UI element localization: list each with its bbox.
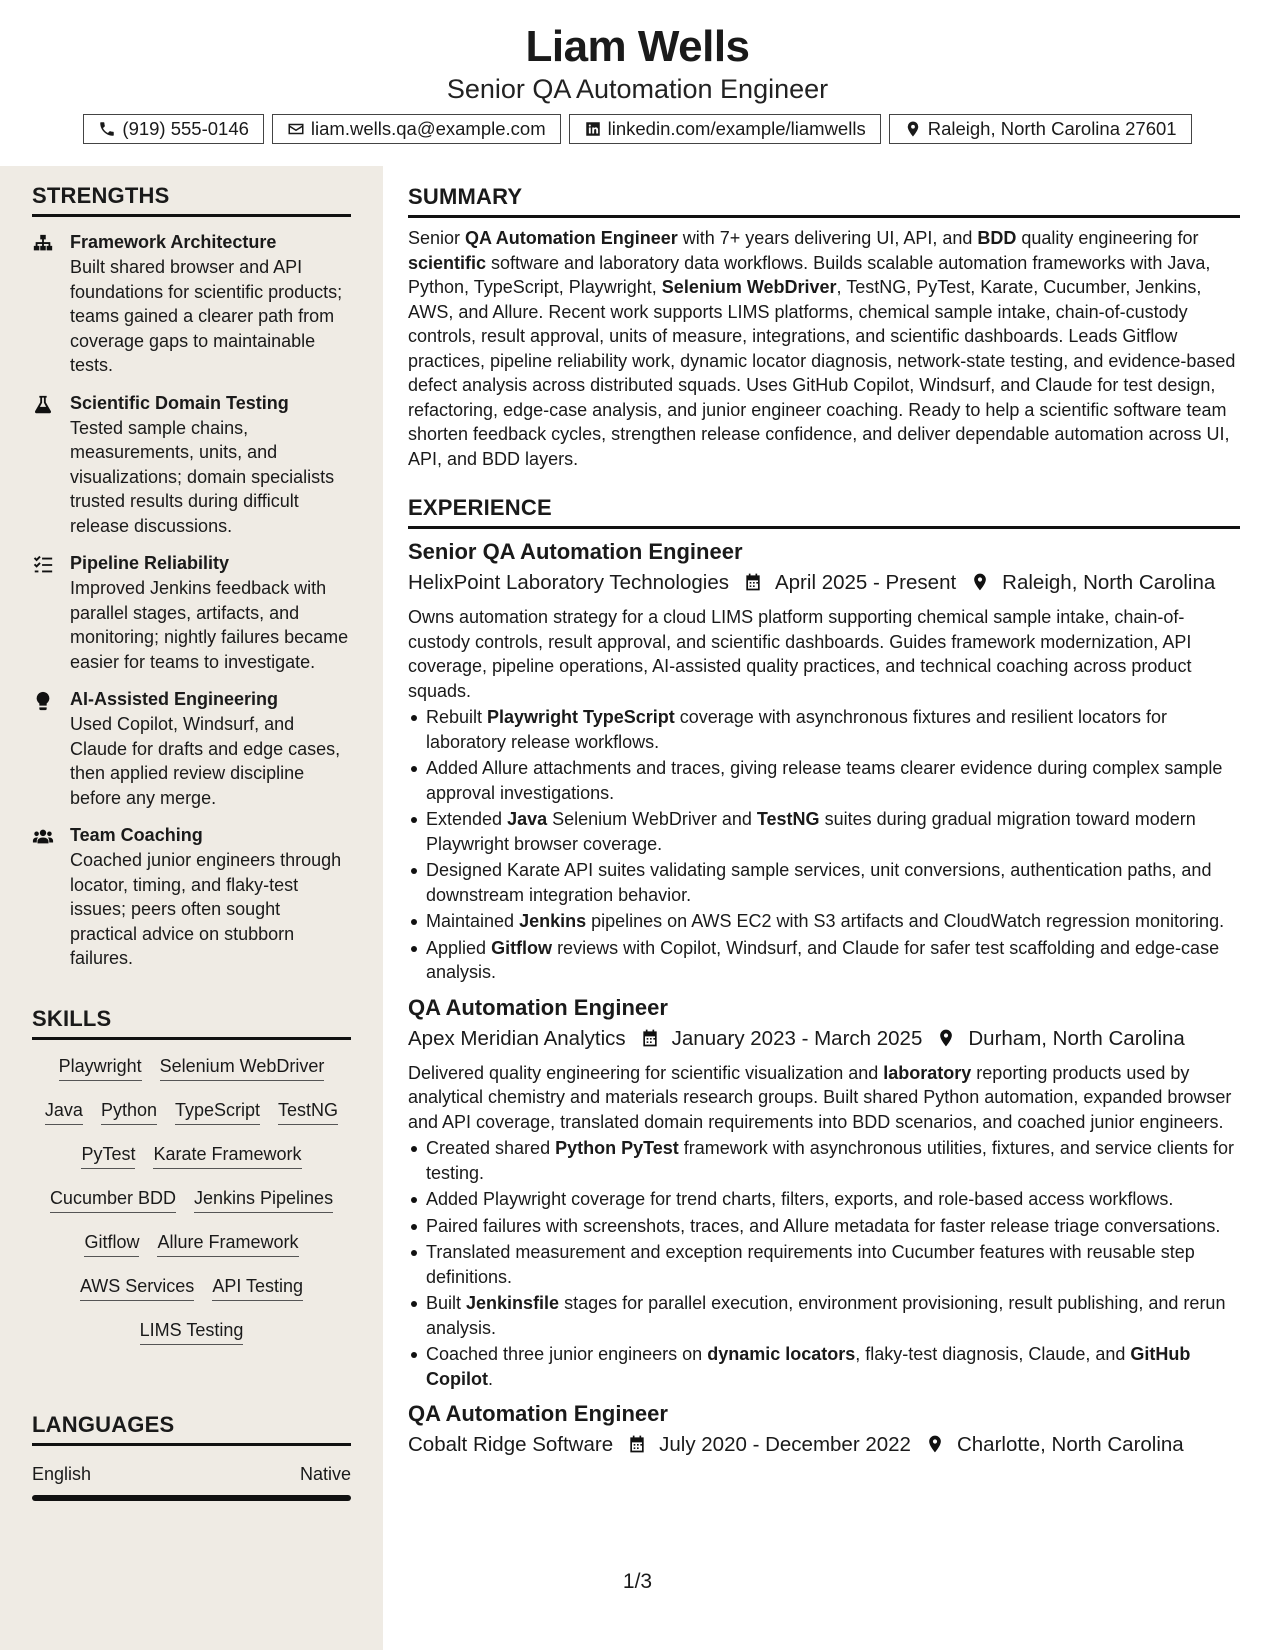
job-dates: January 2023 - March 2025	[671, 1026, 923, 1050]
bullet-text: framework with asynchronous utilities, fixtures, and service clients for testing.	[426, 1138, 1234, 1183]
bullet-bold-text: Playwright TypeScript	[487, 707, 675, 727]
strength-item	[32, 392, 351, 539]
summary-bold-text: QA Automation Engineer	[465, 228, 678, 248]
skill-tag: Jenkins Pipelines	[194, 1188, 333, 1213]
strength-desc: Built shared browser and API foundations for scientific products; teams gained a clearer path from coverage gaps to maintainable tests.	[70, 257, 343, 375]
phone-text: (919) 555-0146	[122, 118, 249, 139]
job-meta	[408, 571, 1240, 595]
skill-tag: Allure Framework	[157, 1232, 298, 1257]
job-meta	[408, 1027, 1240, 1051]
job-company: Cobalt Ridge Software	[408, 1433, 614, 1456]
bullet-text: Coached three junior engineers on	[426, 1344, 708, 1364]
bullet-bold-text: GitHub Copilot	[426, 1344, 1191, 1389]
strength-item	[32, 688, 351, 810]
job-bullet	[408, 936, 1240, 985]
language-level: Native	[299, 1463, 351, 1484]
job-company: Apex Meridian Analytics	[408, 1026, 626, 1050]
strength-body	[70, 231, 351, 378]
job-dates: July 2020 - December 2022	[659, 1433, 911, 1456]
skill-tag: PyTest	[81, 1144, 135, 1169]
lightbulb-icon	[32, 688, 70, 810]
experience-heading: EXPERIENCE	[408, 477, 1240, 529]
skill-tag: Cucumber BDD	[50, 1188, 176, 1213]
bullet-bold-text: Jenkinsfile	[466, 1293, 560, 1313]
summary-bold-text: BDD	[977, 228, 1017, 248]
skills-list	[32, 1056, 351, 1345]
job-bullet	[408, 807, 1240, 856]
summary-text: software and laboratory data workflows. Builds scalable automation frameworks with Java, Python, TypeScript, Playwright,	[408, 252, 1211, 297]
map-pin-icon	[936, 1028, 958, 1050]
job-description	[408, 605, 1240, 703]
strengths-heading: STRENGTHS	[32, 166, 351, 217]
strength-title: AI-Assisted Engineering	[70, 689, 279, 709]
strength-desc: Used Copilot, Windsurf, and Claude for drafts and edge cases, then applied review discipline before any merge.	[70, 714, 341, 808]
skill-tag: Playwright	[59, 1056, 142, 1081]
summary-bold-text: scientific	[408, 252, 487, 273]
job-bullet	[408, 705, 1240, 754]
calendar-icon	[640, 1028, 662, 1050]
bullet-bold-text: Java	[507, 809, 548, 829]
skill-tag: Karate Framework	[153, 1144, 301, 1169]
job-title: Senior QA Automation Engineer	[408, 539, 743, 564]
job-entry	[408, 539, 1240, 985]
bullet-text: suites during gradual migration toward modern Playwright browser coverage.	[426, 809, 1196, 854]
summary-text: Senior	[408, 228, 466, 248]
map-pin-icon	[904, 120, 922, 138]
job-location: Charlotte, North Carolina	[956, 1433, 1184, 1456]
contact-linkedin[interactable]	[569, 114, 881, 144]
skill-tag: TypeScript	[175, 1100, 260, 1125]
strength-title: Framework Architecture	[70, 232, 277, 252]
bullet-text: Paired failures with screenshots, traces, and Allure metadata for faster release triage conversations.	[426, 1215, 1221, 1236]
skill-tag: AWS Services	[80, 1276, 194, 1301]
job-dates: April 2025 - Present	[774, 571, 957, 594]
strength-body	[70, 688, 351, 810]
strength-title: Pipeline Reliability	[70, 553, 230, 573]
job-bullet	[408, 1240, 1240, 1289]
language-item	[32, 1464, 351, 1501]
bullet-text: Created shared	[426, 1138, 556, 1158]
summary-heading: SUMMARY	[408, 166, 1240, 218]
job-description-text: Owns automation strategy for a cloud LIMS platform supporting chemical sample intake, chain-of-custody controls, result approval, and scientific dashboards. Guides framework modernization, API coverage, pipeline operations, AI-assisted quality practices, and technical coaching across product squads.	[408, 607, 1192, 701]
job-company: HelixPoint Laboratory Technologies	[408, 571, 729, 594]
strength-desc: Coached junior engineers through locator, timing, and flaky-test issues; peers often sought practical advice on stubborn failures.	[70, 850, 342, 968]
job-title: QA Automation Engineer	[408, 994, 668, 1020]
skills-heading: SKILLS	[32, 989, 351, 1040]
list-check-icon	[32, 552, 70, 674]
job-bullet	[408, 756, 1240, 805]
job-meta	[408, 1433, 1240, 1457]
bullet-text: Rebuilt	[426, 707, 488, 727]
language-name: English	[32, 1463, 92, 1484]
phone-icon	[98, 120, 116, 138]
sidebar	[0, 166, 383, 1650]
languages-list	[32, 1464, 351, 1501]
strength-body	[70, 392, 351, 539]
bullet-text: Applied	[426, 937, 492, 958]
candidate-title: Senior QA Automation Engineer	[446, 74, 829, 104]
bullet-text: Extended	[426, 809, 508, 829]
strength-item	[32, 231, 351, 378]
skill-tag: Java	[45, 1100, 83, 1125]
bullet-text: Added Allure attachments and traces, giving release teams clearer evidence during complex sample approval investigations.	[426, 758, 1223, 803]
language-row	[32, 1464, 351, 1485]
bullet-bold-text: Gitflow	[491, 937, 553, 958]
job-title: QA Automation Engineer	[408, 1401, 668, 1426]
job-description-text: Delivered quality engineering for scientific visualization and	[408, 1062, 884, 1083]
contact-email[interactable]	[272, 114, 561, 144]
bullet-bold-text: Python PyTest	[555, 1138, 679, 1158]
bullet-text: reviews with Copilot, Windsurf, and Claude for safer test scaffolding and edge-case analysis.	[426, 937, 1220, 982]
envelope-icon	[287, 120, 305, 138]
contact-bar	[0, 114, 1275, 144]
strength-desc: Improved Jenkins feedback with parallel stages, artifacts, and monitoring; nightly failures became easier for teams to investigate.	[70, 578, 349, 672]
strength-item	[32, 552, 351, 674]
strength-item	[32, 824, 351, 971]
bullet-text: Built	[426, 1293, 467, 1313]
bullet-text: Selenium WebDriver and	[547, 809, 757, 829]
experience-list	[408, 539, 1240, 1457]
job-description-text: reporting products used by analytical chemistry and materials research groups. Built shared Python automation, expanded browser and API coverage, translated domain requirements into BDD scenarios, and coached junior engineers.	[408, 1062, 1232, 1132]
bullet-text: stages for parallel execution, environment provisioning, result publishing, and rerun analysis.	[426, 1293, 1226, 1338]
skill-tag: Python	[101, 1100, 157, 1125]
strength-desc: Tested sample chains, measurements, units, and visualizations; domain specialists trusted results during difficult release discussions.	[70, 417, 335, 536]
job-bullet	[408, 1342, 1240, 1391]
summary-text: quality engineering for	[1016, 228, 1199, 248]
job-bullets	[408, 1136, 1240, 1391]
skill-tag: Selenium WebDriver	[160, 1056, 325, 1081]
bullet-bold-text: dynamic locators	[707, 1344, 856, 1364]
strength-body	[70, 552, 351, 674]
page-number: 1/3	[622, 1570, 653, 1593]
job-description-bold-text: laboratory	[883, 1062, 972, 1083]
contact-phone[interactable]	[83, 114, 264, 144]
candidate-name: Liam Wells	[525, 22, 750, 71]
users-icon	[32, 824, 70, 971]
language-level-bar	[32, 1495, 351, 1501]
bullet-text: , flaky-test diagnosis, Claude, and	[855, 1344, 1131, 1364]
linkedin-icon	[584, 120, 602, 138]
job-description	[408, 1061, 1240, 1135]
summary-text	[408, 226, 1240, 471]
bullet-text: Designed Karate API suites validating sample services, unit conversions, authentication paths, and downstream integration behavior.	[426, 860, 1212, 905]
flask-icon	[32, 392, 70, 539]
languages-heading: LANGUAGES	[32, 1395, 351, 1446]
summary-bold-text: Selenium WebDriver	[661, 277, 837, 297]
bullet-text: .	[487, 1368, 493, 1389]
resume-header	[0, 0, 1275, 166]
skill-tag: LIMS Testing	[140, 1320, 244, 1345]
skill-tag: API Testing	[212, 1276, 303, 1301]
job-entry	[408, 995, 1240, 1392]
main-column	[408, 166, 1240, 1457]
linkedin-text: linkedin.com/example/liamwells	[607, 118, 866, 139]
job-bullet	[408, 1291, 1240, 1340]
job-bullet	[408, 1136, 1240, 1185]
location-text: Raleigh, North Carolina 27601	[927, 118, 1177, 139]
job-bullet	[408, 1214, 1240, 1239]
bullet-bold-text: Jenkins	[519, 911, 587, 931]
map-pin-icon	[925, 1434, 947, 1456]
summary-text: , TestNG, PyTest, Karate, Cucumber, Jenkins, AWS, and Allure. Recent work supports LIMS platforms, chemical sample intake, chain-of-custody controls, result approval, units of measure, integrations, and scientific dashboards. Leads Gitflow practices, pipeline reliability work, dynamic locator diagnosis, network-state testing, and evidence-based defect analysis across distributed squads. Uses GitHub Copilot, Windsurf, and Claude for test design, refactoring, edge-case analysis, and junior engineer coaching. Ready to help a scientific software team shorten feedback cycles, strengthen release confidence, and deliver dependable automation across UI, API, and BDD layers.	[408, 277, 1236, 469]
bullet-bold-text: TestNG	[756, 809, 820, 829]
job-bullet	[408, 909, 1240, 934]
bullet-text: Maintained	[426, 911, 520, 931]
map-pin-icon	[970, 572, 992, 594]
job-entry	[408, 1401, 1240, 1457]
email-text: liam.wells.qa@example.com	[310, 118, 546, 139]
strengths-list	[32, 231, 351, 971]
bullet-text: Added Playwright coverage for trend charts, filters, exports, and role-based access workflows.	[426, 1189, 1174, 1209]
job-location: Durham, North Carolina	[968, 1026, 1185, 1050]
strength-title: Team Coaching	[70, 825, 203, 845]
strength-title: Scientific Domain Testing	[70, 392, 289, 413]
job-bullet	[408, 1187, 1240, 1212]
job-location: Raleigh, North Carolina	[1002, 571, 1216, 594]
contact-location[interactable]	[889, 114, 1192, 144]
job-bullet	[408, 858, 1240, 907]
bullet-text: Translated measurement and exception requirements into Cucumber features with reusable step definitions.	[426, 1242, 1195, 1287]
bullet-text: coverage with asynchronous fixtures and resilient locators for laboratory release workflows.	[426, 707, 1167, 752]
calendar-icon	[627, 1434, 649, 1456]
skill-tag: Gitflow	[84, 1232, 139, 1257]
summary-text: with 7+ years delivering UI, API, and	[677, 228, 978, 248]
calendar-icon	[743, 572, 765, 594]
job-bullets	[408, 705, 1240, 985]
sitemap-icon	[32, 231, 70, 378]
skill-tag: TestNG	[278, 1100, 338, 1125]
bullet-text: pipelines on AWS EC2 with S3 artifacts and CloudWatch regression monitoring.	[586, 911, 1225, 931]
strength-body	[70, 824, 351, 971]
